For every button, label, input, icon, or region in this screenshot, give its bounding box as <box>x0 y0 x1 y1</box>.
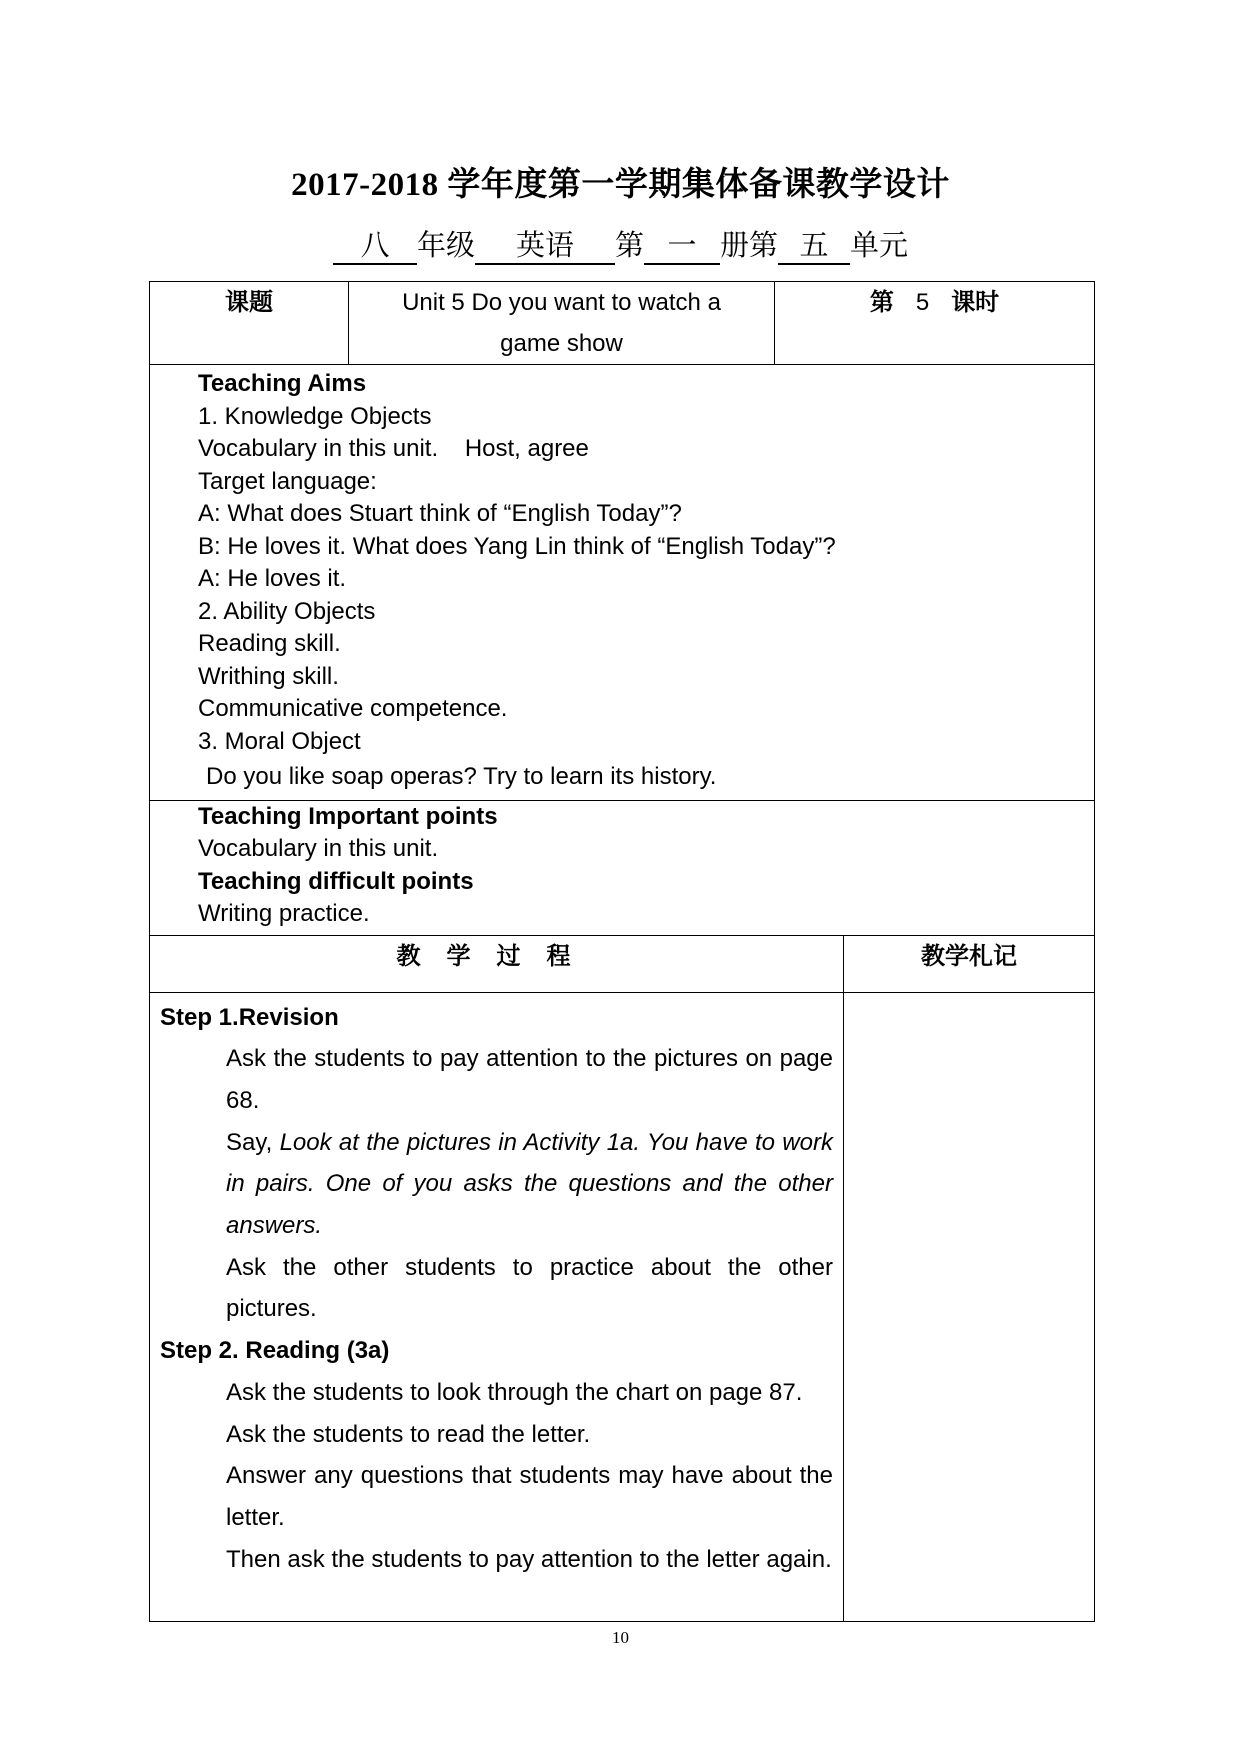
step-2-paragraph: Ask the students to read the letter. <box>226 1420 591 1448</box>
teaching-process-cell <box>150 992 844 1621</box>
topic-line-1: Unit 5 Do you want to watch a <box>402 289 721 316</box>
step-2-paragraph: Then ask the students to pay attention to the letter again. <box>226 1545 832 1573</box>
teaching-notes-label: 教学札记 <box>844 935 1095 992</box>
aims-line: A: What does Stuart think of “English Today”? <box>198 500 682 527</box>
lesson-prefix: 第 <box>869 289 894 316</box>
aims-last-line: Do you like soap operas? Try to learn its history. <box>206 763 717 790</box>
teaching-notes-cell <box>844 992 1095 1621</box>
aims-line: Reading skill. <box>198 630 341 657</box>
teaching-aims-row <box>150 365 1095 801</box>
aims-line: Vocabulary in this unit. Host, agree <box>198 435 589 462</box>
step-1-paragraph <box>160 1122 833 1247</box>
step-2-title: Step 2. Reading (3a) <box>160 1337 390 1365</box>
difficult-points-text: Writing practice. <box>198 900 370 927</box>
lesson-number-cell <box>775 282 1095 365</box>
teaching-aims-block <box>150 365 1094 800</box>
aims-line: 1. Knowledge Objects <box>198 402 432 430</box>
subject-value: 英语 <box>475 229 615 265</box>
teaching-aims-heading: Teaching Aims <box>198 370 367 397</box>
step-1-title: Step 1.Revision <box>160 1003 339 1031</box>
grade-label: 年级 <box>416 230 475 262</box>
unit-value: 五 <box>778 229 850 265</box>
topic-line-2: game show <box>500 330 623 357</box>
document-title: 2017-2018 学年度第一学期集体备课教学设计 <box>291 167 950 203</box>
unit-label: 单元 <box>850 230 909 262</box>
important-points-text: Vocabulary in this unit. <box>198 835 439 862</box>
lesson-plan-table <box>149 281 1095 1622</box>
step-1-paragraph: Ask the students to pay attention to the pictures on page 68. <box>226 1045 833 1114</box>
grade-value: 八 <box>333 229 417 265</box>
teaching-process-label: 教学过程 <box>150 935 844 992</box>
topic-value <box>349 282 775 365</box>
volume-value: 一 <box>644 229 720 265</box>
process-header-row <box>150 935 1095 992</box>
aims-line: Writhing skill. <box>198 662 339 690</box>
page-number: 10 <box>612 1628 629 1647</box>
lesson-suffix: 课时 <box>951 289 1000 316</box>
lesson-number: 5 <box>915 289 930 316</box>
volume-label: 册第 <box>720 230 779 262</box>
aims-line: Communicative competence. <box>198 695 508 722</box>
aims-line: 3. Moral Object <box>198 727 361 755</box>
topic-label: 课题 <box>150 282 349 365</box>
step-1-paragraph: Ask the other students to practice about the other pictures. <box>226 1253 833 1323</box>
volume-prefix: 第 <box>614 230 644 262</box>
aims-line: 2. Ability Objects <box>198 597 376 625</box>
step-2-paragraph: Ask the students to look through the chart on page 87. <box>226 1378 803 1406</box>
say-instruction: Look at the pictures in Activity 1a. You have to work in pairs. One of you asks the questions and the other answers. <box>226 1128 833 1240</box>
difficult-points-heading: Teaching difficult points <box>198 867 474 895</box>
teaching-points-row <box>150 800 1095 935</box>
topic-row <box>150 282 1095 365</box>
say-prefix: Say, <box>226 1128 280 1156</box>
course-info-line <box>0 226 1241 266</box>
process-body-row <box>150 992 1095 1621</box>
aims-line: A: He loves it. <box>198 565 347 592</box>
step-2-paragraph: Answer any questions that students may have about the letter. <box>226 1462 833 1531</box>
teaching-steps <box>150 993 843 1581</box>
aims-line: B: He loves it. What does Yang Lin think of “English Today”? <box>198 532 836 560</box>
teaching-points-block <box>150 801 1094 935</box>
important-points-heading: Teaching Important points <box>198 802 498 830</box>
aims-line: Target language: <box>198 467 377 495</box>
